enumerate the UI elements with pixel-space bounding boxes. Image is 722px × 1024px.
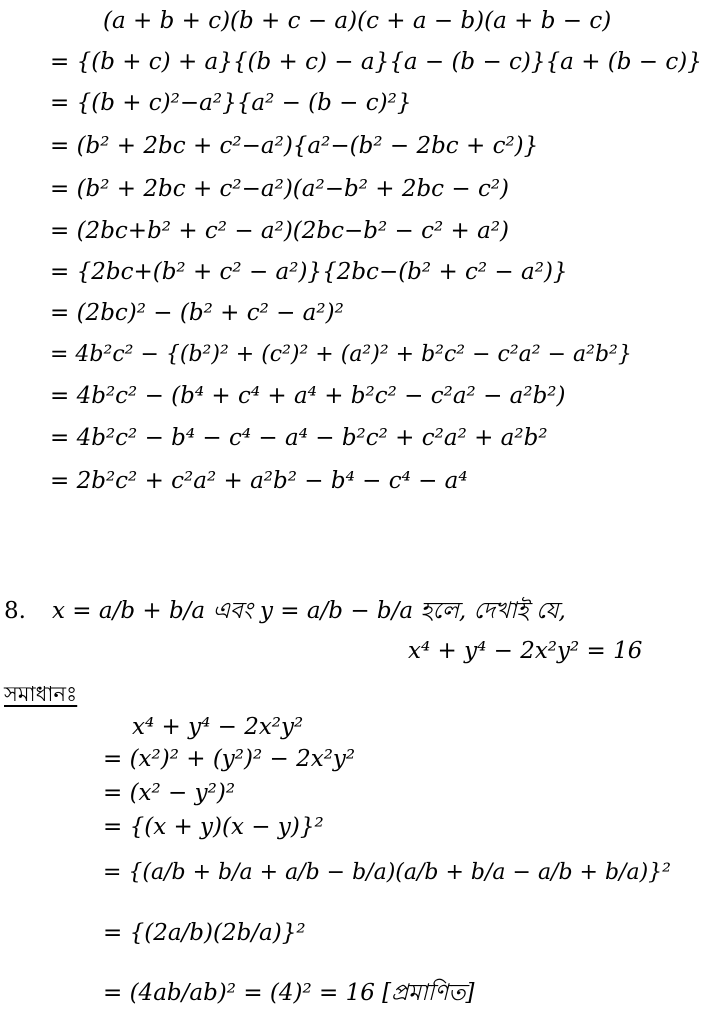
expansion-line: = 4b²c² − {(b²)² + (c²)² + (a²)² + b²c² − c²a² − a²b²} [50, 342, 632, 367]
solution-line: = {(2a/b)(2b/a)}² [103, 920, 306, 946]
expansion-line: = (b² + 2bc + c²−a²)(a²−b² + 2bc − c²) [50, 176, 510, 202]
problem-to-show: x⁴ + y⁴ − 2x²y² = 16 [408, 638, 643, 664]
problem-statement: x = a/b + b/a এবং y = a/b − b/a হলে, দেখাই যে, [52, 598, 566, 624]
solution-line: = {(a/b + b/a + a/b − b/a)(a/b + b/a − a/b + b/a)}² [103, 860, 671, 885]
expansion-line: = {(b + c) + a}{(b + c) − a}{a − (b − c)}{a + (b − c)} [50, 49, 702, 75]
solution-label: সমাধানঃ [4, 682, 78, 706]
expansion-line: = {2bc+(b² + c² − a²)}{2bc−(b² + c² − a²)} [50, 259, 568, 285]
solution-line: = {(x + y)(x − y)}² [103, 814, 324, 840]
solution-line: = (x² − y²)² [103, 780, 236, 806]
solution-line: x⁴ + y⁴ − 2x²y² [132, 714, 304, 740]
problem-number: 8. [4, 598, 26, 624]
solution-line: = (4ab/ab)² = (4)² = 16 [প্রমাণিত] [103, 980, 475, 1006]
expansion-line: = 4b²c² − b⁴ − c⁴ − a⁴ − b²c² + c²a² + a²b² [50, 425, 548, 451]
solution-line: = (x²)² + (y²)² − 2x²y² [103, 746, 356, 772]
expansion-line: = (2bc)² − (b² + c² − a²)² [50, 300, 344, 326]
expansion-line: = {(b + c)²−a²}{a² − (b − c)²} [50, 90, 412, 116]
expansion-line: = 2b²c² + c²a² + a²b² − b⁴ − c⁴ − a⁴ [50, 468, 468, 494]
expansion-line: = 4b²c² − (b⁴ + c⁴ + a⁴ + b²c² − c²a² − a²b²) [50, 383, 566, 409]
expansion-line: = (2bc+b² + c² − a²)(2bc−b² − c² + a²) [50, 218, 510, 244]
expansion-line: = (b² + 2bc + c²−a²){a²−(b² − 2bc + c²)} [50, 133, 539, 159]
expansion-line: (a + b + c)(b + c − a)(c + a − b)(a + b − c) [103, 8, 612, 34]
